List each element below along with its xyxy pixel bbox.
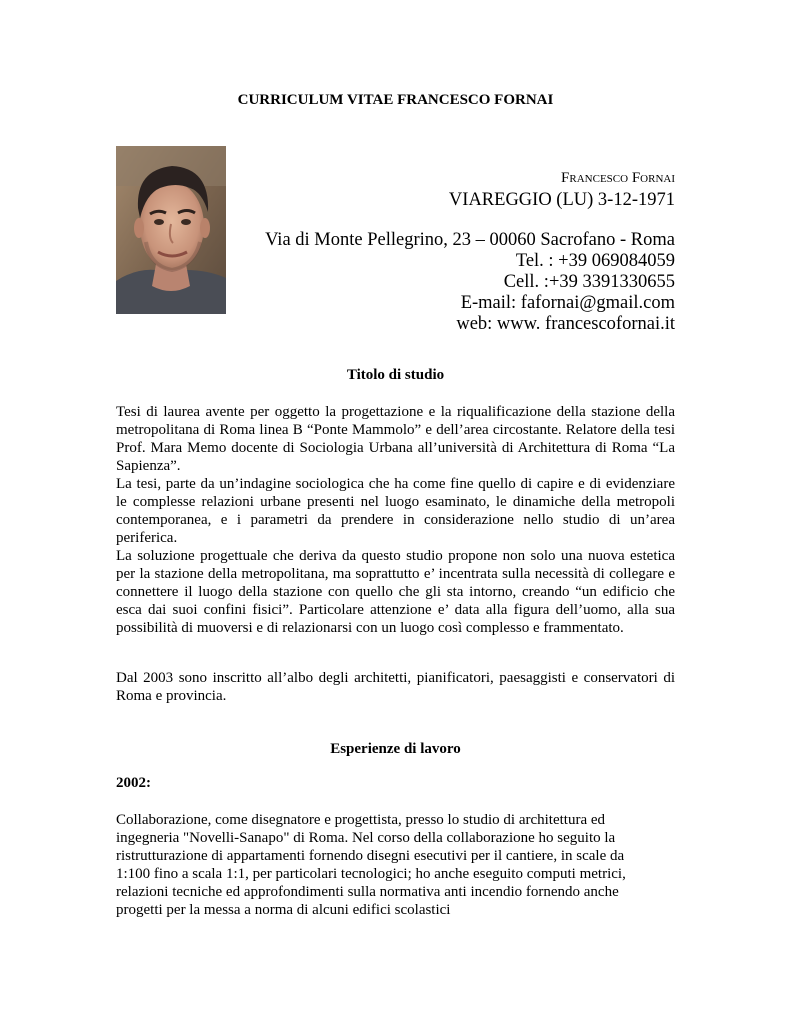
- birth-place-date: VIAREGGIO (LU) 3-12-1971: [448, 190, 675, 210]
- work-year: 2002:: [116, 775, 151, 791]
- thesis-solution-paragraph: La soluzione progettuale che deriva da questo studio propone non solo una nuova estetica per la stazione della metropolitana, ma soprattutto e’ incentrata sulla necessità di collegare e connettere il luogo della stazione con quello che gli sta intorno, creando “un edificio che esca dai suoi confini fisici”. Particolare attenzione e’ data alla figura dell’uomo, alla sua possibilità di muoversi e di relazionarsi con un luogo così complesso e frammentato.: [116, 548, 675, 636]
- email-line: E-mail: fafornai@gmail.com: [460, 293, 675, 313]
- phone-line: Tel. : +39 069084059: [515, 251, 675, 271]
- mobile-line: Cell. :+39 3391330655: [503, 272, 675, 292]
- website-line: web: www. francescofornai.it: [456, 314, 675, 334]
- work-heading: Esperienze di lavoro: [330, 741, 461, 757]
- address-line: Via di Monte Pellegrino, 23 – 00060 Sacrofano - Roma: [265, 230, 675, 250]
- thesis-analysis-paragraph: La tesi, parte da un’indagine sociologica che ha come fine quello di capire e di evidenziare le complesse relazioni urbane presenti nel luogo esaminato, le dinamiche della metropoli contemporanea, e i parametri da prendere in considerazione nello studio di un’area periferica.: [116, 476, 675, 546]
- albo-paragraph: Dal 2003 sono inscritto all’albo degli architetti, pianificatori, paesaggisti e conservatori di Roma e provincia.: [116, 670, 675, 704]
- work-description: Collaborazione, come disegnatore e progettista, presso lo studio di architettura ed ingegneria "Novelli-Sanapo" di Roma. Nel corso della collaborazione ho seguito la ristrutturazione di appartamenti fornendo disegni esecutivi per il cantiere, in scale da 1:100 fino a scala 1:1, per particolari tecnologici; ho anche eseguito computi metrici, relazioni tecniche ed approfondimenti sulla normativa anti incendio fornendo anche progetti per la messa a norma di alcuni edifici scolastici: [116, 812, 626, 918]
- education-text: [116, 403, 675, 637]
- education-heading: Titolo di studio: [346, 367, 445, 383]
- document-title: CURRICULUM VITAE FRANCESCO FORNAI: [237, 92, 554, 108]
- contact-header: [195, 168, 675, 335]
- thesis-paragraph: Tesi di laurea avente per oggetto la progettazione e la riqualificazione della stazione della metropolitana di Roma linea B “Ponte Mammolo” e dell’area circostante. Relatore della tesi Prof. Mara Memo docente di Sociologia Urbana all’università di Architettura di Roma “La Sapienza”.: [116, 404, 675, 474]
- author-name: Francesco Fornai: [561, 170, 675, 186]
